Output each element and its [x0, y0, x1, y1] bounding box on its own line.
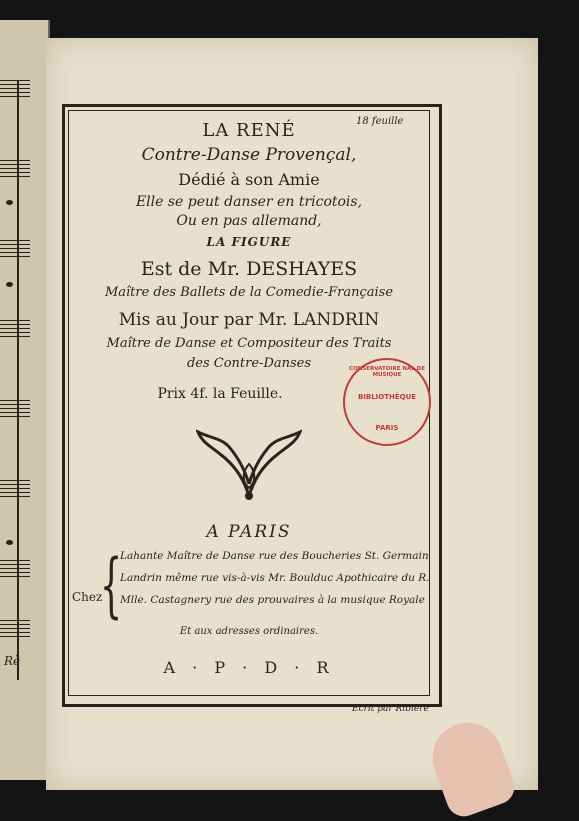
- stamp-bottom-text: PARIS: [375, 424, 399, 432]
- price: Prix 4f. la Feuille.: [157, 386, 283, 402]
- privilege-mark: A · P · D · R: [163, 658, 335, 677]
- music-note: [6, 200, 13, 205]
- music-staff: [0, 80, 30, 98]
- city: A PARIS: [206, 522, 292, 542]
- library-stamp: [343, 358, 431, 446]
- chez-label: Chez: [72, 590, 103, 604]
- music-note: [6, 282, 13, 287]
- music-staff: [0, 160, 30, 178]
- address-line: Lahante Maître de Danse rue des Boucheries St. Germain: [120, 550, 429, 562]
- brace: {: [100, 544, 123, 626]
- fleuron-ornament: [196, 424, 302, 504]
- bar-line: [17, 80, 19, 680]
- other-addresses: Et aux adresses ordinaires.: [179, 626, 319, 637]
- dedication: Dédié à son Amie: [178, 170, 320, 189]
- sheet-label: 18 feuille: [356, 116, 404, 127]
- engraver-credit: Ecrit par Ribiere: [352, 704, 429, 714]
- music-staff: [0, 240, 30, 258]
- music-note: [6, 540, 13, 545]
- music-staff: [0, 480, 30, 498]
- address-line: Landrin même rue vis-à-vis Mr. Boulduc Apothicaire du R.: [120, 572, 430, 584]
- title-subtitle: Contre-Danse Provençal,: [141, 145, 357, 165]
- address-line: Mlle. Castagnery rue des prouvaires à la musique Royale: [120, 594, 425, 606]
- dance-style-line-2: Ou en pas allemand,: [176, 213, 322, 229]
- music-staff: [0, 560, 30, 578]
- stamp-middle-text: BIBLIOTHÈQUE: [357, 393, 417, 401]
- publisher-title: Maître de Danse et Compositeur des Traits: [106, 336, 392, 351]
- music-staff: [0, 400, 30, 418]
- author-title: Maître des Ballets de la Comedie-Française: [104, 285, 394, 300]
- figure-heading: LA FIGURE: [206, 235, 292, 249]
- dance-style-line: Elle se peut danser en tricotois,: [135, 194, 363, 210]
- left-page-fragment: Rè: [4, 654, 21, 668]
- music-staff: [0, 620, 30, 638]
- title-main: LA RENÉ: [202, 120, 296, 141]
- publisher-title-2: des Contre-Danses: [186, 356, 312, 371]
- left-facing-page: [0, 20, 50, 780]
- publisher-credit: Mis au Jour par Mr. LANDRIN: [118, 310, 380, 330]
- stamp-top-text: CONSERVATOIRE NAL DE MUSIQUE: [349, 366, 425, 378]
- author-name: Est de Mr. DESHAYES: [140, 258, 358, 280]
- music-staff: [0, 320, 30, 338]
